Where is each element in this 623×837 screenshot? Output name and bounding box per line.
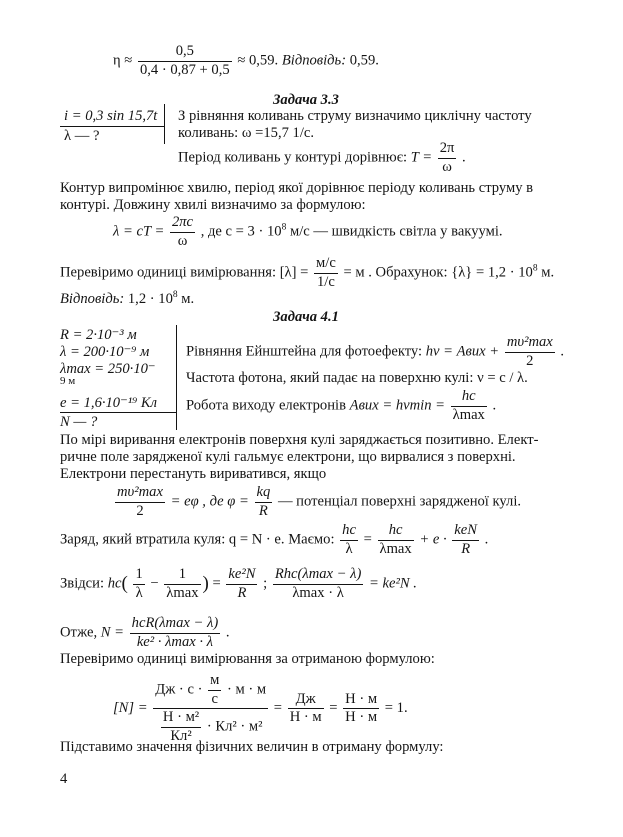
page-number: 4 [60,771,68,787]
given-lambda: λ = 200·10⁻⁹ м [60,344,150,360]
efficiency-fraction: $\frac{0,5}{0,4 \cdot 0,87 + 0,5}$ [139,43,230,78]
einstein-equation: Рівняння Ейнштейна для фотоефекту: hν = Aвих + $\frac{\text{mυ²max}}{2}$ . [186,334,565,369]
answer-value: 0,59. [349,52,379,69]
answer-label: Відповідь: [281,52,347,69]
result-formula: Отже, N = $\frac{\text{hcR(λmax − λ)}}{\text{ke² · λmax · λ}}$ . [60,615,230,650]
find-lambda: λ — ? [64,128,100,144]
photon-frequency: Частота фотона, який падає на поверхню кулі: ν = c / λ. [186,370,528,386]
period-line: Період коливань у контурі дорівнює: T = $\frac{2\pi}{\omega}$ . [178,140,466,175]
given-current: i = 0,3 sin 15,7t [64,108,158,124]
task-4-1-para3: Електрони перестануть вириватився, якщо [60,466,327,482]
einstein-fraction: $\frac{\text{mυ²max}}{2}$ [506,334,553,369]
task-3-3-answer: Відповідь: $1,2 \cdot 10^8$ м. [60,290,195,307]
charge-equation: Заряд, який втратила куля: q = N · e. Маємо: $\frac{hc}{\lambda}$ = $\frac{hc}{\lambda\max}$ + e · $\frac{\text{keN}}{R}$ . [60,522,489,557]
derivation-line: Звідси: hc( $\frac{1}{\lambda}$ − $\frac{1}{\lambda\max}$ ) = $\frac{\text{ke²N}}{R}$ ; $\frac{\text{Rhc(λmax − λ)}}{\lambda\max \cdot \lambda}$ = ke²N . [60,566,417,601]
given-lambda-max: λmax = 250·10⁻ [60,361,156,377]
task-3-3-line2: коливань: ω =15,7 1/c. [178,125,315,141]
task-4-1-para2: ричне поле зарядженої кулі гальмує електрони, що вирвалися з поверхні. [60,449,516,465]
units-check-text: Перевіримо одиниці вимірювання за отриманою формулою: [60,651,435,667]
given-divider [60,126,164,127]
wavelength-fraction: $\frac{2\pi c}{\omega}$ [171,214,194,249]
given-vertical-line-4-1 [176,325,177,430]
task-3-3-title: Задача 3.3 [273,92,339,108]
units-fraction: $\frac{м/с}{1/с}$ [316,255,336,290]
wavelength-formula: λ = cT = $\frac{2\pi c}{\omega}$ , де $c = 3 \cdot 10^8$ м/с — швидкість світла у вакуумі. [113,214,503,249]
task-3-3-para1: Контур випромінює хвилю, період якої дорівнює періоду коливань струму в [60,180,534,196]
work-function: Робота виходу електронів Aвих = hνmin = $\frac{hc}{\lambda\max}$ . [186,388,497,423]
given-divider-4-1 [60,412,176,413]
units-derivation: [N] = Дж · с · $\frac{м}{с}$ · м · м $\frac{\text{Н · м²}}{\text{Кл²}}$ · Кл² · м² = $\frac{Дж}{Н \cdot м}$ = $\frac{Н \cdot м}{Н \cdot м}$ = 1. [113,672,408,744]
units-check-line: Перевіримо одиниці вимірювання: [λ] = $\frac{м/с}{1/с}$ = м . Обрахунок: $\{\lambda\} = 1,2 \cdot 10^8$ м. [60,255,555,290]
task-3-3-line1: З рівняння коливань струму визначимо циклічну частоту [178,108,532,124]
given-lambda-max-tail: 9 м [60,375,76,387]
stop-condition: $\frac{\text{mυ²max}}{2}$ = eφ , де φ = $\frac{kq}{R}$ — потенціал поверхні зарядженої кулі. [117,484,522,519]
task-4-1-para1: По мірі виривання електронів поверхня кулі заряджається позитивно. Елект- [60,432,539,448]
period-fraction: $\frac{2\pi}{\omega}$ [439,140,455,175]
final-line: Підставимо значення фізичних величин в отриману формулу: [60,739,444,755]
work-fraction: $\frac{hc}{\lambda\max}$ [452,388,485,423]
given-charge: e = 1,6·10⁻¹⁹ Кл [60,395,157,411]
given-vertical-line [164,104,165,144]
task-4-1-title: Задача 4.1 [273,309,339,325]
given-radius: R = 2·10⁻³ м [60,327,137,343]
task-3-3-para2: контурі. Довжину хвилі визначимо за формулою: [60,197,366,213]
efficiency-formula: η ≈ $\frac{0,5}{0,4 \cdot 0,87 + 0,5}$ ≈ 0,59. Відповідь: 0,59. [113,43,379,78]
find-n: N — ? [60,414,98,430]
